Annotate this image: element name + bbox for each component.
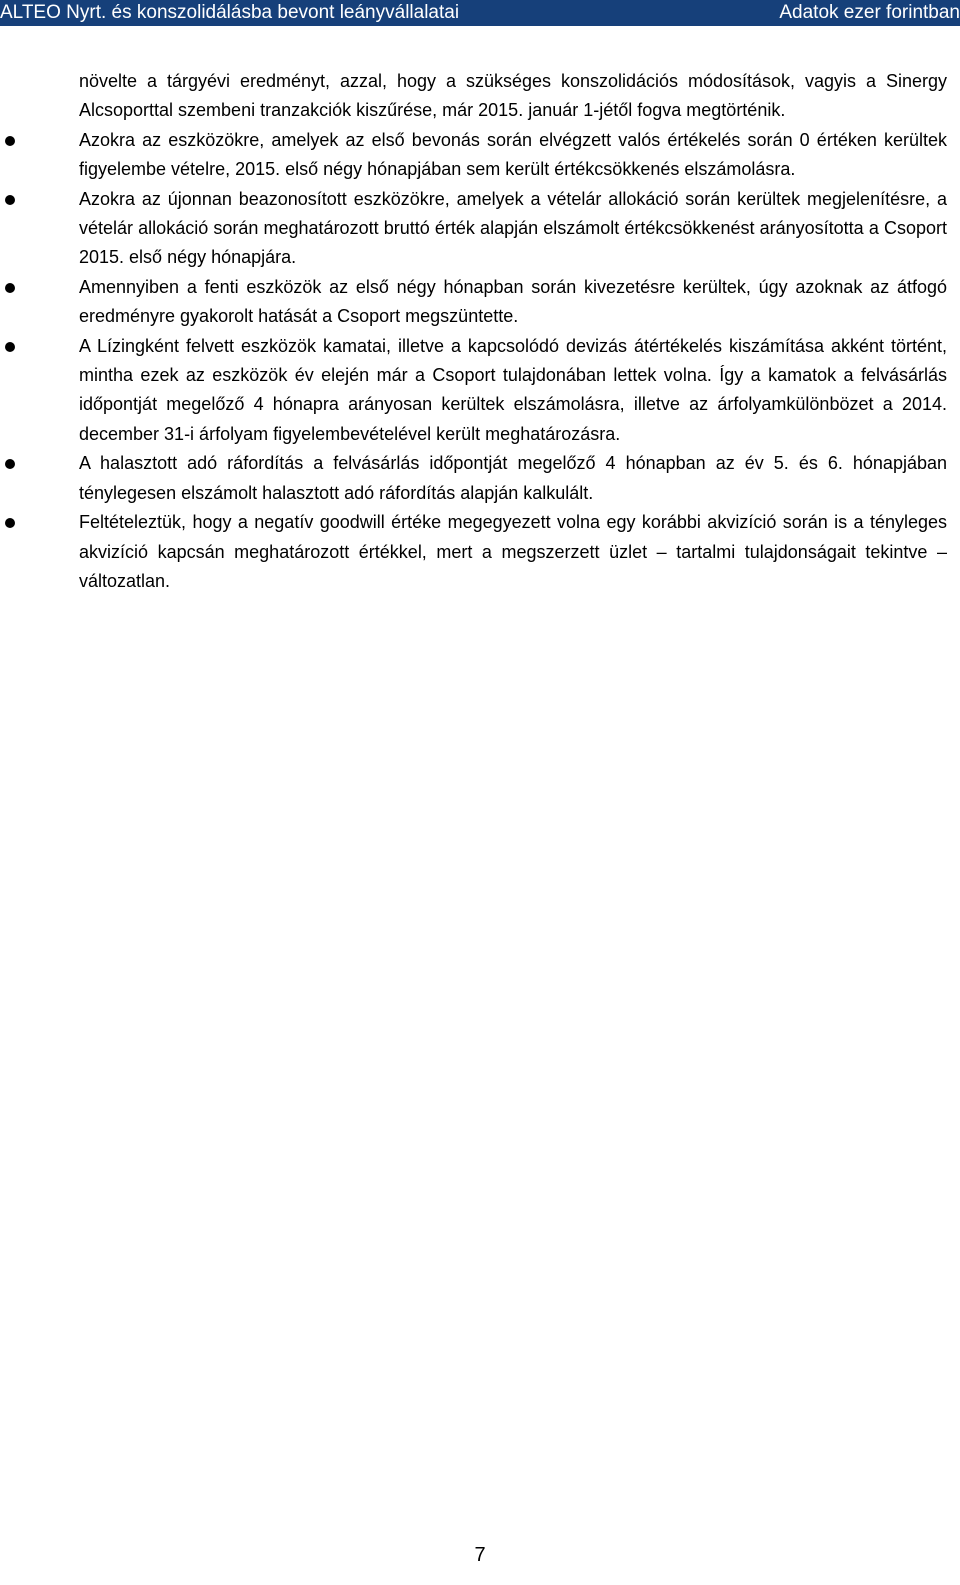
- bullet-icon: [5, 195, 15, 205]
- bullet-item: [79, 332, 947, 450]
- bullet-text: Azokra az újonnan beazonosított eszközökre, amelyek a vételár allokáció során kerültek megjelenítésre, a vételár allokáció során meghatározott bruttó érték alapján elszámolt értékcsökkenést arányosította a Csoport 2015. első négy hónapjára.: [79, 188, 947, 268]
- bullet-icon: [5, 459, 15, 469]
- currency-note: Adatok ezer forintban: [779, 2, 960, 23]
- bullet-text: A halasztott adó ráfordítás a felvásárlás időpontját megelőző 4 hónapban az év 5. és 6. hónapjában ténylegesen elszámolt halasztott adó ráfordítás alapján kalkulált.: [79, 453, 947, 503]
- document-body: [79, 67, 947, 596]
- bullet-item: [79, 449, 947, 508]
- bullet-item: [79, 185, 947, 273]
- bullet-icon: [5, 342, 15, 352]
- bullet-icon: [5, 136, 15, 146]
- page-header: [0, 0, 960, 26]
- bullet-text: Azokra az eszközökre, amelyek az első bevonás során elvégzett valós értékelés során 0 értéken kerültek figyelembe vételre, 2015. első négy hónapjában sem került értékcsökkenés elszámolásra.: [79, 129, 947, 180]
- bullet-icon: [5, 283, 15, 293]
- company-title: ALTEO Nyrt. és konszolidálásba bevont leányvállalatai: [0, 2, 460, 23]
- intro-paragraph: növelte a tárgyévi eredményt, azzal, hogy a szükséges konszolidációs módosítások, vagyis a Sinergy Alcsoporttal szembeni tranzakciók kiszűrése, már 2015. január 1-jétől fogva megtörténik.: [79, 71, 947, 121]
- bullet-text: A Lízingként felvett eszközök kamatai, illetve a kapcsolódó devizás átértékelés kiszámítása akként történt, mintha ezek az eszközök év elején már a Csoport tulajdonában lettek volna. Így a kamatok a felvásárlás időpontját megelőző 4 hónapra arányosan kerültek elszámolásra, illetve az árfolyamkülönbözet a 2014. december 31-i árfolyam figyelembevételével került meghatározásra.: [79, 335, 947, 444]
- bullet-text: Amennyiben a fenti eszközök az első négy hónapban során kivezetésre kerültek, úgy azoknak az átfogó eredményre gyakorolt hatását a Csoport megszüntette.: [79, 276, 947, 327]
- bullet-text: Feltételeztük, hogy a negatív goodwill értéke megegyezett volna egy korábbi akvizíció során is a tényleges akvizíció kapcsán meghatározott értékkel, mert a megszerzett üzlet – tartalmi tulajdonságait tekintve – változatlan.: [79, 512, 947, 591]
- bullet-item: [79, 273, 947, 332]
- bullet-icon: [5, 518, 15, 528]
- bullet-item: [79, 508, 947, 596]
- bullet-item: [79, 126, 947, 185]
- page-number: 7: [474, 1544, 486, 1566]
